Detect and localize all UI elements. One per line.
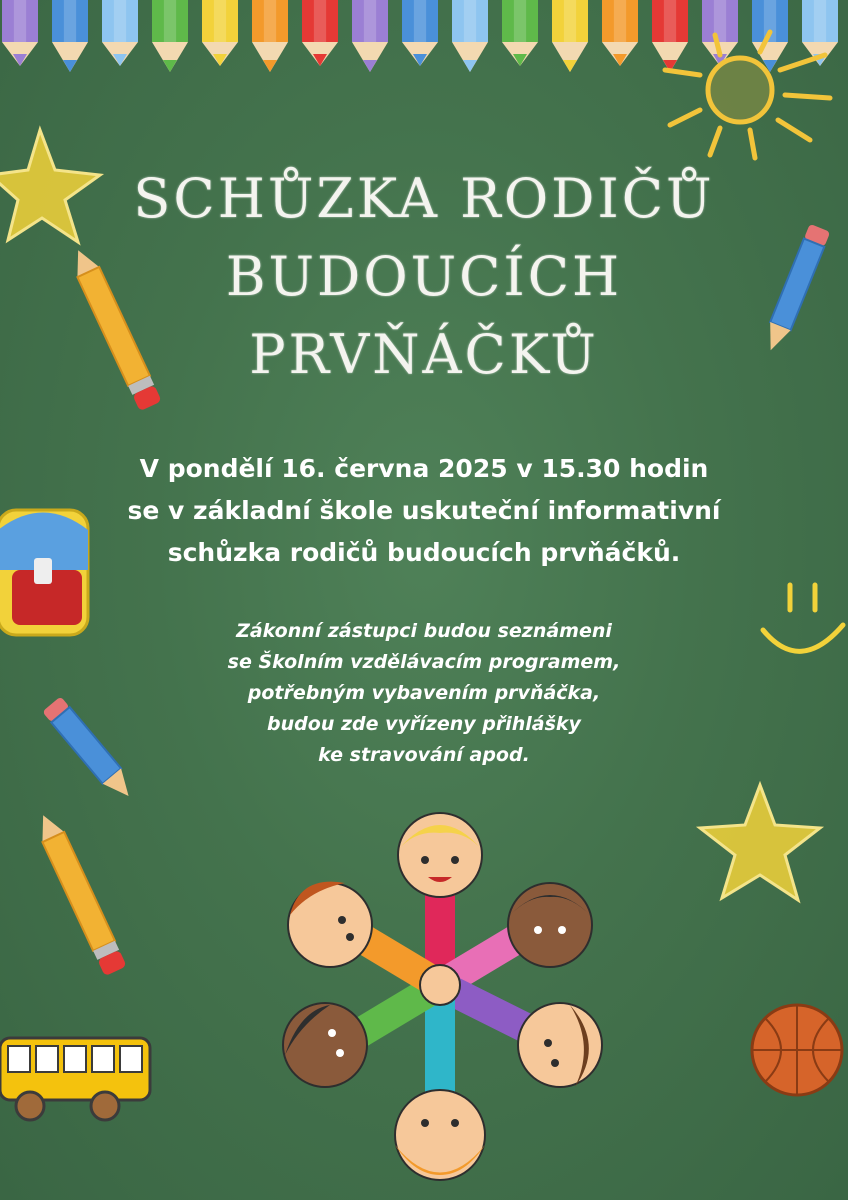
details-line: se Školním vzdělávacím programem, — [227, 651, 621, 673]
details-line: potřebným vybavením prvňáčka, — [247, 682, 601, 704]
details-paragraph — [120, 616, 728, 771]
blue-pencil-icon — [750, 215, 840, 365]
basketball-icon — [745, 1000, 848, 1100]
details-line: ke stravování apod. — [318, 744, 530, 766]
colored-pencil-icon — [502, 0, 538, 66]
colored-pencil-icon — [452, 0, 488, 72]
colored-pencil-icon — [402, 0, 438, 66]
details-line: budou zde vyřízeny přihlášky — [267, 713, 581, 735]
title-line: PRVŇÁČKŮ — [249, 323, 599, 386]
intro-line: se v základní škole uskuteční informativní — [127, 496, 721, 525]
colored-pencil-icon — [252, 0, 288, 72]
children-circle-illustration — [270, 805, 610, 1200]
title-line: BUDOUCÍCH — [225, 245, 623, 308]
intro-line: schůzka rodičů budoucích prvňáčků. — [167, 538, 681, 567]
colored-pencil-icon — [52, 0, 88, 72]
school-bus-icon — [0, 1030, 160, 1125]
colored-pencil-icon — [302, 0, 338, 66]
chalk-star-icon — [700, 780, 830, 910]
title-line: SCHŮZKA RODIČŮ — [133, 167, 715, 230]
page-title — [90, 160, 758, 394]
yellow-pencil-icon — [25, 820, 145, 990]
details-line: Zákonní zástupci budou seznámeni — [236, 620, 612, 642]
chalk-sun-icon — [660, 30, 840, 160]
chalk-smiley-icon — [755, 575, 848, 665]
colored-pencil-icon — [352, 0, 388, 72]
colored-pencil-icon — [202, 0, 238, 66]
intro-line: V pondělí 16. června 2025 v 15.30 hodin — [139, 454, 709, 483]
colored-pencil-icon — [102, 0, 138, 66]
colored-pencil-icon — [152, 0, 188, 72]
colored-pencil-icon — [2, 0, 38, 66]
intro-paragraph — [60, 448, 788, 574]
colored-pencil-icon — [552, 0, 588, 72]
colored-pencil-icon — [602, 0, 638, 66]
